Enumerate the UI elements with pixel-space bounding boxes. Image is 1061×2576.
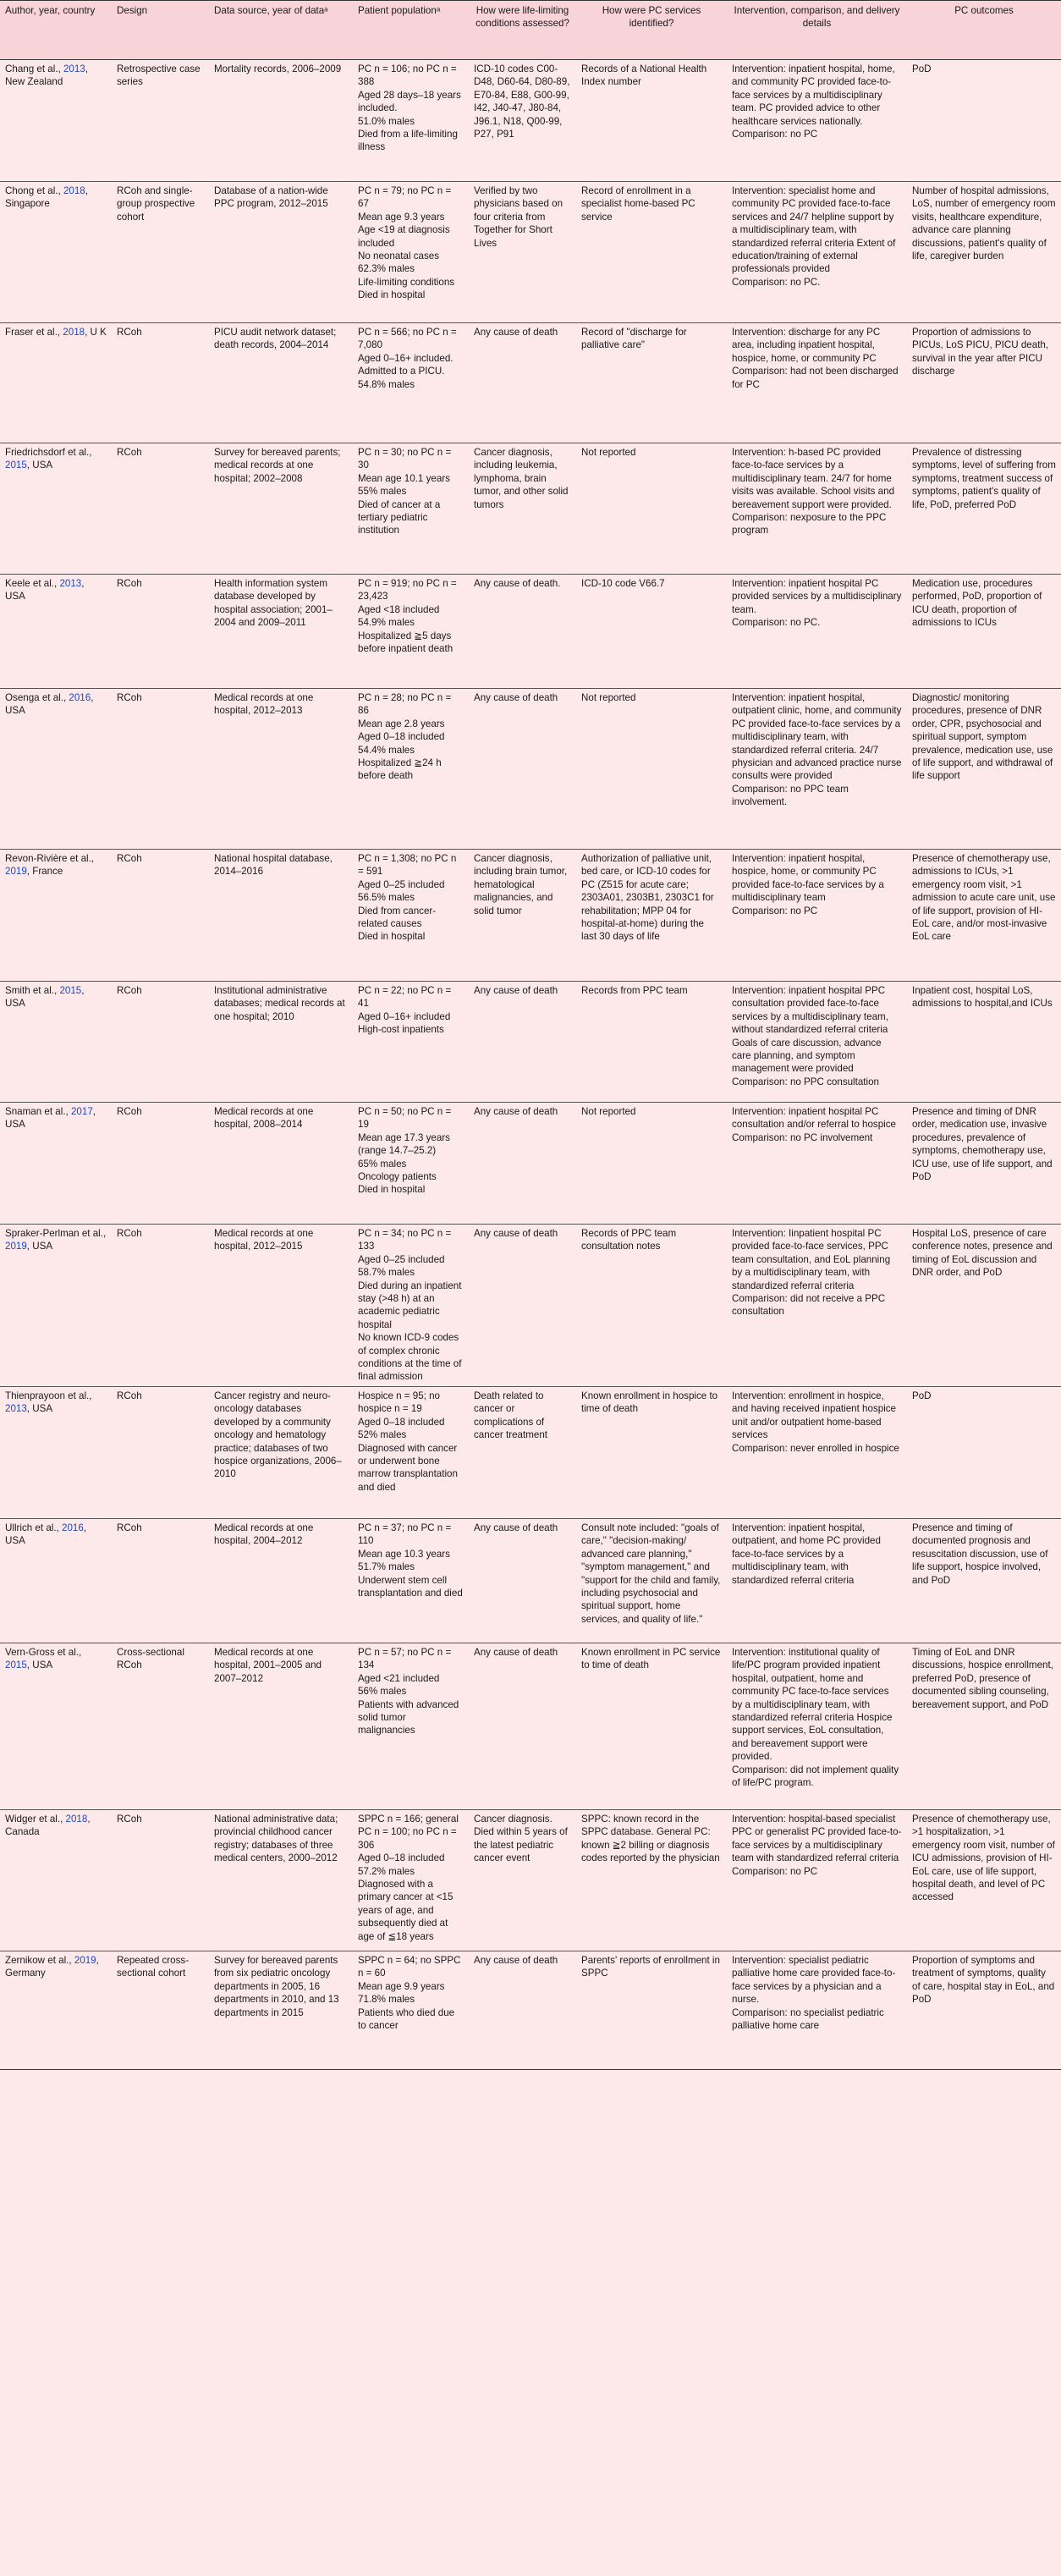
author-name: Fraser et al., bbox=[5, 327, 63, 338]
cell-conditions: Cancer diagnosis, including leukemia, lymphoma, brain tumor, and other solid tumors bbox=[474, 447, 569, 510]
cell-conditions: Any cause of death. bbox=[474, 578, 561, 589]
cell-source: Medical records at one hospital, 2001–2005 and 2007–2012 bbox=[214, 1646, 322, 1684]
cell-conditions: Any cause of death bbox=[474, 327, 558, 338]
cell-source: National hospital database, 2014–2016 bbox=[214, 853, 333, 878]
author-country: , France bbox=[26, 866, 63, 878]
cell-source: Mortality records, 2006–2009 bbox=[214, 63, 342, 74]
author-country: , USA bbox=[26, 1660, 53, 1671]
cell-intervention: Intervention: inpatient hospital PC provided services by a multidisciplinary team. Comparison: no PC. bbox=[732, 578, 902, 629]
cell-population: PC n = 30; no PC n = 30 Mean age 10.1 years 55% males Died of cancer at a tertiary pediatric institution bbox=[358, 447, 452, 537]
cell-identified: Known enrollment in hospice to time of death bbox=[581, 1390, 718, 1415]
cell-conditions: Any cause of death bbox=[474, 1646, 558, 1658]
cell-identified: Parents' reports of enrollment in SPPC bbox=[581, 1954, 720, 1979]
cell-design: RCoh bbox=[117, 1522, 142, 1533]
cell-population: PC n = 79; no PC n = 67 Mean age 9.3 years Age <19 at diagnosis included No neonatal cases 62.3% males Life-limiting conditions Died in hospital bbox=[358, 185, 455, 301]
cell-design: RCoh bbox=[117, 1228, 142, 1239]
cell-source: Institutional administrative databases; medical records at one hospital; 2010 bbox=[214, 985, 345, 1022]
table-row bbox=[0, 323, 1061, 443]
cell-identified: Consult note included: "goals of care," "decision-making/ advanced care planning," "symptom management," and "support for the child and family, including psychosocial and spiritual support, home services, and quality of life." bbox=[581, 1522, 721, 1625]
cell-source: Survey for bereaved parents; medical records at one hospital; 2002–2008 bbox=[214, 447, 341, 484]
cell-design: Retrospective case series bbox=[117, 63, 201, 88]
column-header: PC outcomes bbox=[907, 1, 1061, 60]
cell-identified: Not reported bbox=[581, 1106, 636, 1117]
author-country: , Germany bbox=[5, 1954, 99, 1979]
cell-intervention: Intervention: inpatient hospital, outpatient clinic, home, and community PC provided face-to-face services by a multidisciplinary team, with standardized referral criteria. 24/7 physician and advanced practice nurse consults were provided Comparison: no PPC team involvement. bbox=[732, 692, 902, 808]
cell-source: Medical records at one hospital, 2004–2012 bbox=[214, 1522, 314, 1547]
cell-intervention: Intervention: inpatient hospital PPC consultation provided face-to-face services by a multidisciplinary team, without standardized referral criteria Goals of care discussion, advance care planning, and symptom management were provided Comparison: no PPC consultation bbox=[732, 985, 888, 1087]
cell-conditions: Cancer diagnosis, including brain tumor, hematological malignancies, and solid tumor bbox=[474, 853, 568, 916]
cell-outcomes: PoD bbox=[912, 1390, 932, 1401]
cell-author bbox=[0, 1518, 112, 1643]
cell-identified: Authorization of palliative unit, bed care, or ICD-10 codes for PC (Z515 for acute care; 2303A01, 2303B1, 2303C1 for rehabilitation; MPP 04 for hospital-at-home) during the last 30 days of life bbox=[581, 853, 714, 943]
cell-conditions: Verified by two physicians based on four criteria from Together for Short Lives bbox=[474, 185, 563, 249]
author-name: Keele et al., bbox=[5, 578, 60, 589]
cell-author bbox=[0, 1951, 112, 2069]
cell-author bbox=[0, 443, 112, 575]
author-name: Spraker-Perlman et al., bbox=[5, 1228, 107, 1239]
cell-conditions: Any cause of death bbox=[474, 985, 558, 996]
cell-population: PC n = 919; no PC n = 23,423 Aged <18 included 54.9% males Hospitalized ≧5 days before inpatient death bbox=[358, 578, 457, 655]
cell-population: SPPC n = 64; no SPPC n = 60 Mean age 9.9 years 71.8% males Patients who died due to cancer bbox=[358, 1954, 461, 2031]
cell-outcomes: Proportion of admissions to PICUs, LoS PICU, PICU death, survival in the year after PICU discharge bbox=[912, 327, 1049, 377]
cell-source: PICU audit network dataset; death records, 2004–2014 bbox=[214, 327, 337, 351]
cell-author bbox=[0, 1643, 112, 1809]
author-name: Snaman et al., bbox=[5, 1106, 71, 1117]
cell-conditions: ICD-10 codes C00-D48, D60-64, D80-89, E70-84, E88, G00-99, I42, J40-47, J80-84, J96.1, N18, Q00-99, P27, P91 bbox=[474, 63, 570, 140]
cell-outcomes: Number of hospital admissions, LoS, number of emergency room visits, healthcare expenditure, advance care planning discussions, patient's quality of life, caregiver burden bbox=[912, 185, 1056, 262]
author-country: , USA bbox=[5, 692, 94, 717]
cell-intervention: Intervention: enrollment in hospice, and having received inpatient hospice unit and/or outpatient home-based services Comparison: never enrolled in hospice bbox=[732, 1390, 899, 1454]
cell-outcomes: Presence and timing of documented prognosis and resuscitation discussion, use of life support, hospice involved, and PoD bbox=[912, 1522, 1048, 1586]
cell-author bbox=[0, 850, 112, 982]
cell-intervention: Intervention: inpatient hospital, home, and community PC provided face-to-face services by a multidisciplinary team. PC provided advice to other healthcare services nationally. Comparison: no PC bbox=[732, 63, 895, 140]
cell-source: Medical records at one hospital, 2008–2014 bbox=[214, 1106, 314, 1131]
author-country: , Singapore bbox=[5, 185, 88, 210]
cell-author bbox=[0, 982, 112, 1103]
cell-intervention: Intervention: inpatient hospital, hospice, home, or community PC provided face-to-face services by a multidisciplinary team Comparison: no PC bbox=[732, 853, 884, 916]
cell-source: Cancer registry and neuro-oncology databases developed by a community oncology and hematology practice; databases of two hospice organizations, 2006–2010 bbox=[214, 1390, 342, 1480]
cell-population: PC n = 22; no PC n = 41 Aged 0–16+ included High-cost inpatients bbox=[358, 985, 452, 1036]
cell-population: PC n = 50; no PC n = 19 Mean age 17.3 years (range 14.7–25.2) 65% males Oncology patients Died in hospital bbox=[358, 1106, 452, 1196]
cell-author bbox=[0, 1809, 112, 1951]
citation-year-link[interactable]: 2015 bbox=[59, 985, 82, 996]
author-country: , Canada bbox=[5, 1813, 91, 1838]
cell-intervention: Intervention: discharge for any PC area, including inpatient hospital, hospice, home, or community PC Comparison: had not been discharged for PC bbox=[732, 327, 899, 390]
cell-design: Repeated cross-sectional cohort bbox=[117, 1954, 190, 1979]
cell-population: PC n = 57; no PC n = 134 Aged <21 included 56% males Patients with advanced solid tumor malignancies bbox=[358, 1646, 459, 1737]
cell-outcomes: Timing of EoL and DNR discussions, hospice enrollment, preferred PoD, presence of documented sibling counseling, bereavement support, and PoD bbox=[912, 1646, 1053, 1710]
table-row bbox=[0, 1103, 1061, 1225]
cell-intervention: Intervention: specialist pediatric palliative home care provided face-to-face services by a physician and a nurse. Comparison: no specialist pediatric palliative home care bbox=[732, 1954, 896, 2031]
author-name: Chong et al., bbox=[5, 185, 63, 196]
cell-outcomes: Hospital LoS, presence of care conference notes, presence and timing of EoL discussion and DNR order, and PoD bbox=[912, 1228, 1053, 1279]
citation-year-link[interactable]: 2018 bbox=[63, 185, 85, 196]
column-header: How were PC services identified? bbox=[576, 1, 727, 60]
author-name: Thienprayoon et al., bbox=[5, 1390, 92, 1401]
citation-year-link[interactable]: 2019 bbox=[5, 1241, 27, 1252]
table-row bbox=[0, 1386, 1061, 1518]
citation-year-link[interactable]: 2015 bbox=[5, 460, 27, 471]
cell-population: PC n = 37; no PC n = 110 Mean age 10.3 years 51.7% males Underwent stem cell transplantation and died bbox=[358, 1522, 463, 1599]
cell-identified: Records of PPC team consultation notes bbox=[581, 1228, 677, 1252]
table-row bbox=[0, 1518, 1061, 1643]
cell-population: PC n = 106; no PC n = 388 Aged 28 days–18 years included. 51.0% males Died from a life-limiting illness bbox=[358, 63, 461, 153]
table-row bbox=[0, 1951, 1061, 2069]
author-name: Widger et al., bbox=[5, 1813, 66, 1825]
column-header: Design bbox=[112, 1, 209, 60]
cell-outcomes: Proportion of symptoms and treatment of symptoms, quality of care, hospital stay in EoL, and PoD bbox=[912, 1954, 1055, 2006]
cell-population: PC n = 566; no PC n = 7,080 Aged 0–16+ included. Admitted to a PICU. 54.8% males bbox=[358, 327, 457, 390]
cell-source: National administrative data; provincial childhood cancer registry; databases of three medical centers, 2000–2012 bbox=[214, 1813, 338, 1864]
cell-author bbox=[0, 182, 112, 323]
cell-conditions: Any cause of death bbox=[474, 1106, 558, 1117]
cell-author bbox=[0, 323, 112, 443]
cell-intervention: Intervention: Iinpatient hospital PC provided face-to-face services, PPC team consultation, and EoL planning by a multidisciplinary team, with standardized referral criteria Comparison: did not receive a PPC consultation bbox=[732, 1228, 891, 1318]
cell-intervention: Intervention: inpatient hospital, outpatient, and home PC provided face-to-face services by a multidisciplinary team, with standardized referral criteria bbox=[732, 1522, 881, 1586]
cell-identified: ICD-10 code V66.7 bbox=[581, 578, 665, 589]
author-name: Vern-Gross et al., bbox=[5, 1646, 82, 1658]
table-row bbox=[0, 689, 1061, 850]
table-row bbox=[0, 1225, 1061, 1387]
cell-design: RCoh and single-group prospective cohort bbox=[117, 185, 195, 223]
cell-author bbox=[0, 1225, 112, 1387]
header-row bbox=[0, 1, 1061, 60]
cell-source: Survey for bereaved parents from six pediatric oncology departments in 2005, 16 departments in 2010, and 13 departments in 2015 bbox=[214, 1954, 339, 2018]
cell-design: RCoh bbox=[117, 692, 142, 703]
cell-outcomes: Prevalence of distressing symptoms, level of suffering from symptoms, treatment success of symptoms, patient's quality of life, PoD, preferred PoD bbox=[912, 447, 1056, 510]
author-country: , USA bbox=[5, 985, 85, 1010]
table-row bbox=[0, 982, 1061, 1103]
author-name: Chang et al., bbox=[5, 63, 63, 74]
citation-year-link[interactable]: 2017 bbox=[70, 1106, 93, 1117]
cell-conditions: Cancer diagnosis. Died within 5 years of the latest pediatric cancer event bbox=[474, 1813, 568, 1864]
cell-source: Database of a nation-wide PPC program, 2012–2015 bbox=[214, 185, 328, 210]
cell-design: RCoh bbox=[117, 985, 142, 996]
cell-conditions: Any cause of death bbox=[474, 1522, 558, 1533]
table-row bbox=[0, 850, 1061, 982]
cell-author bbox=[0, 60, 112, 182]
table-row bbox=[0, 182, 1061, 323]
cell-design: RCoh bbox=[117, 1106, 142, 1117]
cell-population: PC n = 28; no PC n = 86 Mean age 2.8 years Aged 0–18 included 54.4% males Hospitalized ≧24 h before death bbox=[358, 692, 452, 782]
author-country: , USA bbox=[5, 578, 85, 603]
column-header: How were life-limiting conditions assessed? bbox=[469, 1, 576, 60]
cell-identified: Records from PPC team bbox=[581, 985, 688, 996]
table-row bbox=[0, 1809, 1061, 1951]
author-country: , USA bbox=[26, 460, 53, 471]
author-country: , New Zealand bbox=[5, 63, 88, 88]
table-row bbox=[0, 575, 1061, 689]
cell-design: RCoh bbox=[117, 447, 142, 458]
citation-year-link[interactable]: 2013 bbox=[63, 63, 85, 74]
cell-outcomes: Presence of chemotherapy use, admissions to ICUs, >1 emergency room visit, >1 admission to acute care unit, use of life support, provision of HI-EoL care, and/or most-invasive EoL care bbox=[912, 853, 1056, 943]
cell-design: RCoh bbox=[117, 1390, 142, 1401]
cell-population: PC n = 34; no PC n = 133 Aged 0–25 included 58.7% males Died during an inpatient stay (>48 h) at an academic pediatric hospital No known ICD-9 codes of complex chronic conditions at the time of final admission bbox=[358, 1228, 462, 1383]
cell-author bbox=[0, 575, 112, 689]
citation-year-link[interactable]: 2013 bbox=[5, 1403, 27, 1415]
table-row bbox=[0, 60, 1061, 182]
cell-conditions: Any cause of death bbox=[474, 692, 558, 703]
cell-author bbox=[0, 1103, 112, 1225]
citation-year-link[interactable]: 2016 bbox=[62, 1522, 84, 1533]
cell-design: RCoh bbox=[117, 853, 142, 864]
author-country: , U K bbox=[85, 327, 107, 338]
author-country: , USA bbox=[5, 1522, 87, 1547]
table-row bbox=[0, 443, 1061, 575]
author-name: Osenga et al., bbox=[5, 692, 69, 703]
cell-author bbox=[0, 689, 112, 850]
cell-outcomes: PoD bbox=[912, 63, 932, 74]
cell-design: Cross-sectional RCoh bbox=[117, 1646, 184, 1671]
cell-conditions: Any cause of death bbox=[474, 1954, 558, 1966]
cell-intervention: Intervention: specialist home and community PC provided face-to-face services and 24/7 helpline support by a multidisciplinary team, with standardized referral criteria Extent of education/training of external professionals provided Comparison: no PC. bbox=[732, 185, 896, 288]
citation-year-link[interactable]: 2019 bbox=[5, 866, 27, 878]
cell-source: Medical records at one hospital, 2012–2015 bbox=[214, 1228, 314, 1252]
author-name: Smith et al., bbox=[5, 985, 60, 996]
citation-year-link[interactable]: 2016 bbox=[69, 692, 91, 703]
column-header: Data source, year of dataᵃ bbox=[209, 1, 353, 60]
cell-population: SPPC n = 166; general PC n = 100; no PC n = 306 Aged 0–18 included 57.2% males Diagnosed with a primary cancer at <15 years of age, and subsequently died at age of ≦18 years bbox=[358, 1813, 459, 1942]
table-row bbox=[0, 1643, 1061, 1809]
author-country: , USA bbox=[5, 1106, 96, 1131]
cell-identified: Not reported bbox=[581, 692, 636, 703]
author-name: Revon-Rivière et al., bbox=[5, 853, 95, 864]
cell-intervention: Intervention: inpatient hospital PC consultation and/or referral to hospice Comparison: no PC involvement bbox=[732, 1106, 896, 1143]
cell-outcomes: Presence of chemotherapy use, >1 hospitalization, >1 emergency room visit, number of ICU admissions, provision of HI-EoL care, use of life support, hospital death, and level of PC accessed bbox=[912, 1813, 1055, 1903]
cell-conditions: Any cause of death bbox=[474, 1228, 558, 1239]
citation-year-link[interactable]: 2018 bbox=[63, 327, 85, 338]
cell-population: Hospice n = 95; no hospice n = 19 Aged 0–18 included 52% males Diagnosed with cancer or underwent bone marrow transplantation and died bbox=[358, 1390, 458, 1493]
cell-identified: Not reported bbox=[581, 447, 636, 458]
cell-conditions: Death related to cancer or complications of cancer treatment bbox=[474, 1390, 547, 1441]
author-name: Zernikow et al., bbox=[5, 1954, 74, 1966]
author-country: , USA bbox=[26, 1403, 53, 1415]
citation-year-link[interactable]: 2019 bbox=[74, 1954, 96, 1966]
cell-intervention: Intervention: institutional quality of life/PC program provided inpatient hospital, outpatient, home and community PC face-to-face services by a multidisciplinary team, with standardized referral criteria Hospice support services, EoL consultation, and bereavement support were provided. Comparison: did not implement quality of life/PC program. bbox=[732, 1646, 899, 1788]
cell-design: RCoh bbox=[117, 578, 142, 589]
cell-outcomes: Presence and timing of DNR order, medication use, invasive procedures, prevalence of symptoms, chemotherapy use, ICU use, use of life support, and PoD bbox=[912, 1106, 1053, 1183]
cell-outcomes: Inpatient cost, hospital LoS, admissions to hospital,and ICUs bbox=[912, 985, 1053, 1010]
column-header: Author, year, country bbox=[0, 1, 112, 60]
cell-identified: Record of "discharge for palliative care" bbox=[581, 327, 687, 351]
cell-identified: Records of a National Health Index number bbox=[581, 63, 707, 88]
cell-source: Health information system database developed by hospital association; 2001–2004 and 2009–2011 bbox=[214, 578, 333, 629]
cell-population: PC n = 1,308; no PC n = 591 Aged 0–25 included 56.5% males Died from cancer-related causes Died in hospital bbox=[358, 853, 457, 943]
cell-design: RCoh bbox=[117, 327, 142, 338]
cell-identified: Known enrollment in PC service to time of death bbox=[581, 1646, 721, 1671]
cell-outcomes: Medication use, procedures performed, PoD, proportion of ICU death, proportion of admissions to ICUs bbox=[912, 578, 1042, 629]
author-name: Ullrich et al., bbox=[5, 1522, 63, 1533]
author-name: Friedrichsdorf et al., bbox=[5, 447, 92, 458]
column-header: Intervention, comparison, and delivery details bbox=[727, 1, 907, 60]
citation-year-link[interactable]: 2015 bbox=[5, 1660, 27, 1671]
citation-year-link[interactable]: 2018 bbox=[65, 1813, 88, 1825]
citation-year-link[interactable]: 2013 bbox=[59, 578, 82, 589]
author-country: , USA bbox=[26, 1241, 53, 1252]
cell-design: RCoh bbox=[117, 1813, 142, 1825]
cell-intervention: Intervention: h-based PC provided face-to-face services by a multidisciplinary team. 24/7 for home visits was available. School visits and bereavement support were provided. Comparison: nexposure to the PPC program bbox=[732, 447, 895, 537]
cell-outcomes: Diagnostic/ monitoring procedures, presence of DNR order, CPR, psychosocial and spiritual support, symptom prevalence, medication use, use of life support, and withdrawal of life support bbox=[912, 692, 1053, 782]
cell-intervention: Intervention: hospital-based specialist PPC or generalist PC provided face-to-face services by a multidisciplinary team with standardized referral criteria Comparison: no PC bbox=[732, 1813, 902, 1877]
cell-author bbox=[0, 1386, 112, 1518]
column-header: Patient populationᵃ bbox=[353, 1, 469, 60]
cell-identified: Record of enrollment in a specialist home-based PC service bbox=[581, 185, 695, 223]
cell-identified: SPPC: known record in the SPPC database. General PC: known ≧2 billing or diagnosis codes reported by the physician bbox=[581, 1813, 720, 1864]
cell-source: Medical records at one hospital, 2012–2013 bbox=[214, 692, 314, 717]
